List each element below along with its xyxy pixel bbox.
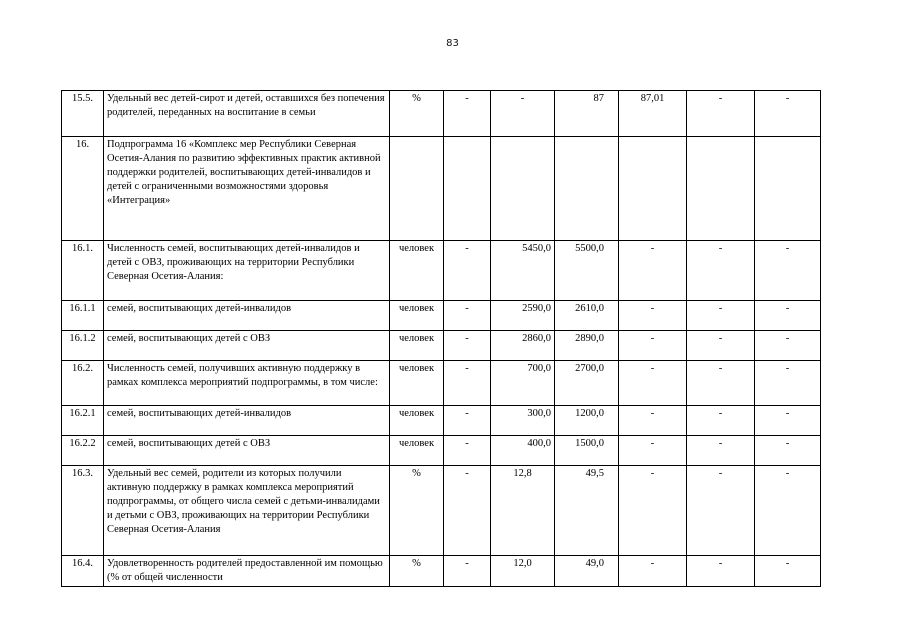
value-cell: - xyxy=(687,91,755,137)
indicator-name: семей, воспитывающих детей-инвалидов xyxy=(104,406,390,436)
value-cell: - xyxy=(444,466,491,556)
value-cell: - xyxy=(619,466,687,556)
value-cell: 12,8 xyxy=(491,466,555,556)
value-cell: 49,0 xyxy=(555,556,619,587)
unit-cell: человек xyxy=(390,361,444,406)
row-number: 16.2.2 xyxy=(62,436,104,466)
indicator-name: Удельный вес детей-сирот и детей, оставшихся без попечения родителей, переданных на воспитание в семьи xyxy=(104,91,390,137)
indicator-name: семей, воспитывающих детей с ОВЗ xyxy=(104,331,390,361)
value-cell: - xyxy=(687,301,755,331)
unit-cell: % xyxy=(390,91,444,137)
value-cell: - xyxy=(444,91,491,137)
table-row xyxy=(62,137,821,241)
indicator-name: Численность семей, воспитывающих детей-инвалидов и детей с ОВЗ, проживающих на территории Республики Северная Осетия-Алания: xyxy=(104,241,390,301)
row-number: 16.1.1 xyxy=(62,301,104,331)
row-number: 16.2.1 xyxy=(62,406,104,436)
value-cell: - xyxy=(687,361,755,406)
unit-cell: человек xyxy=(390,406,444,436)
value-cell: 400,0 xyxy=(491,436,555,466)
value-cell: 1200,0 xyxy=(555,406,619,436)
value-cell: - xyxy=(755,436,821,466)
value-cell: 2890,0 xyxy=(555,331,619,361)
value-cell: - xyxy=(755,301,821,331)
unit-cell: % xyxy=(390,556,444,587)
row-number: 15.5. xyxy=(62,91,104,137)
value-cell: - xyxy=(491,91,555,137)
value-cell: - xyxy=(755,466,821,556)
row-number: 16.3. xyxy=(62,466,104,556)
value-cell: - xyxy=(755,361,821,406)
value-cell: - xyxy=(444,556,491,587)
table-row xyxy=(62,466,821,556)
row-number: 16.1.2 xyxy=(62,331,104,361)
value-cell xyxy=(687,137,755,241)
unit-cell xyxy=(390,137,444,241)
value-cell: - xyxy=(619,436,687,466)
value-cell: 87,01 xyxy=(619,91,687,137)
value-cell: - xyxy=(619,301,687,331)
value-cell: - xyxy=(755,241,821,301)
value-cell: 12,0 xyxy=(491,556,555,587)
page-number: 83 xyxy=(446,38,459,49)
row-number: 16.4. xyxy=(62,556,104,587)
value-cell: - xyxy=(755,331,821,361)
value-cell: 2700,0 xyxy=(555,361,619,406)
value-cell: - xyxy=(444,301,491,331)
value-cell: 2860,0 xyxy=(491,331,555,361)
value-cell: - xyxy=(687,556,755,587)
value-cell: - xyxy=(444,406,491,436)
indicator-name: Удельный вес семей, родители из которых получили активную поддержку в рамках комплекса мероприятий подпрограммы, от общего числа семей с детьми-инвалидами и детьми с ОВЗ, проживающих на территории Республики Северная Осетия-Алания xyxy=(104,466,390,556)
table-row xyxy=(62,301,821,331)
unit-cell: человек xyxy=(390,436,444,466)
value-cell: - xyxy=(687,331,755,361)
value-cell: - xyxy=(687,436,755,466)
value-cell: - xyxy=(619,331,687,361)
value-cell: 5450,0 xyxy=(491,241,555,301)
value-cell xyxy=(555,137,619,241)
value-cell xyxy=(619,137,687,241)
value-cell xyxy=(491,137,555,241)
value-cell xyxy=(444,137,491,241)
value-cell: - xyxy=(619,361,687,406)
value-cell: 1500,0 xyxy=(555,436,619,466)
indicator-name: семей, воспитывающих детей-инвалидов xyxy=(104,301,390,331)
table-row xyxy=(62,91,821,137)
value-cell: - xyxy=(687,241,755,301)
value-cell: 300,0 xyxy=(491,406,555,436)
indicator-name: Удовлетворенность родителей предоставленной им помощью (% от общей численности xyxy=(104,556,390,587)
value-cell: - xyxy=(755,91,821,137)
indicator-name: семей, воспитывающих детей с ОВЗ xyxy=(104,436,390,466)
value-cell: 49,5 xyxy=(555,466,619,556)
value-cell: - xyxy=(444,436,491,466)
table-row xyxy=(62,241,821,301)
value-cell: - xyxy=(755,556,821,587)
value-cell: - xyxy=(444,241,491,301)
row-number: 16.1. xyxy=(62,241,104,301)
value-cell xyxy=(755,137,821,241)
value-cell: - xyxy=(444,361,491,406)
indicator-name: Численность семей, получивших активную поддержку в рамках комплекса мероприятий подпрограммы, в том числе: xyxy=(104,361,390,406)
value-cell: 2610,0 xyxy=(555,301,619,331)
unit-cell: человек xyxy=(390,301,444,331)
table-row xyxy=(62,331,821,361)
value-cell: 2590,0 xyxy=(491,301,555,331)
indicator-name: Подпрограмма 16 «Комплекс мер Республики Северная Осетия-Алания по развитию эффективных практик активной поддержки родителей, воспитывающих детей-инвалидов и детей с ограниченными возможностями здоровья «Интеграция» xyxy=(104,137,390,241)
table-row xyxy=(62,406,821,436)
value-cell: - xyxy=(619,241,687,301)
table-row xyxy=(62,436,821,466)
value-cell: 5500,0 xyxy=(555,241,619,301)
table-row xyxy=(62,361,821,406)
value-cell: 700,0 xyxy=(491,361,555,406)
unit-cell: человек xyxy=(390,331,444,361)
value-cell: - xyxy=(755,406,821,436)
value-cell: 87 xyxy=(555,91,619,137)
value-cell: - xyxy=(619,406,687,436)
value-cell: - xyxy=(687,466,755,556)
unit-cell: человек xyxy=(390,241,444,301)
table-row xyxy=(62,556,821,587)
unit-cell: % xyxy=(390,466,444,556)
row-number: 16. xyxy=(62,137,104,241)
value-cell: - xyxy=(687,406,755,436)
indicators-table xyxy=(61,90,821,587)
value-cell: - xyxy=(444,331,491,361)
value-cell: - xyxy=(619,556,687,587)
row-number: 16.2. xyxy=(62,361,104,406)
